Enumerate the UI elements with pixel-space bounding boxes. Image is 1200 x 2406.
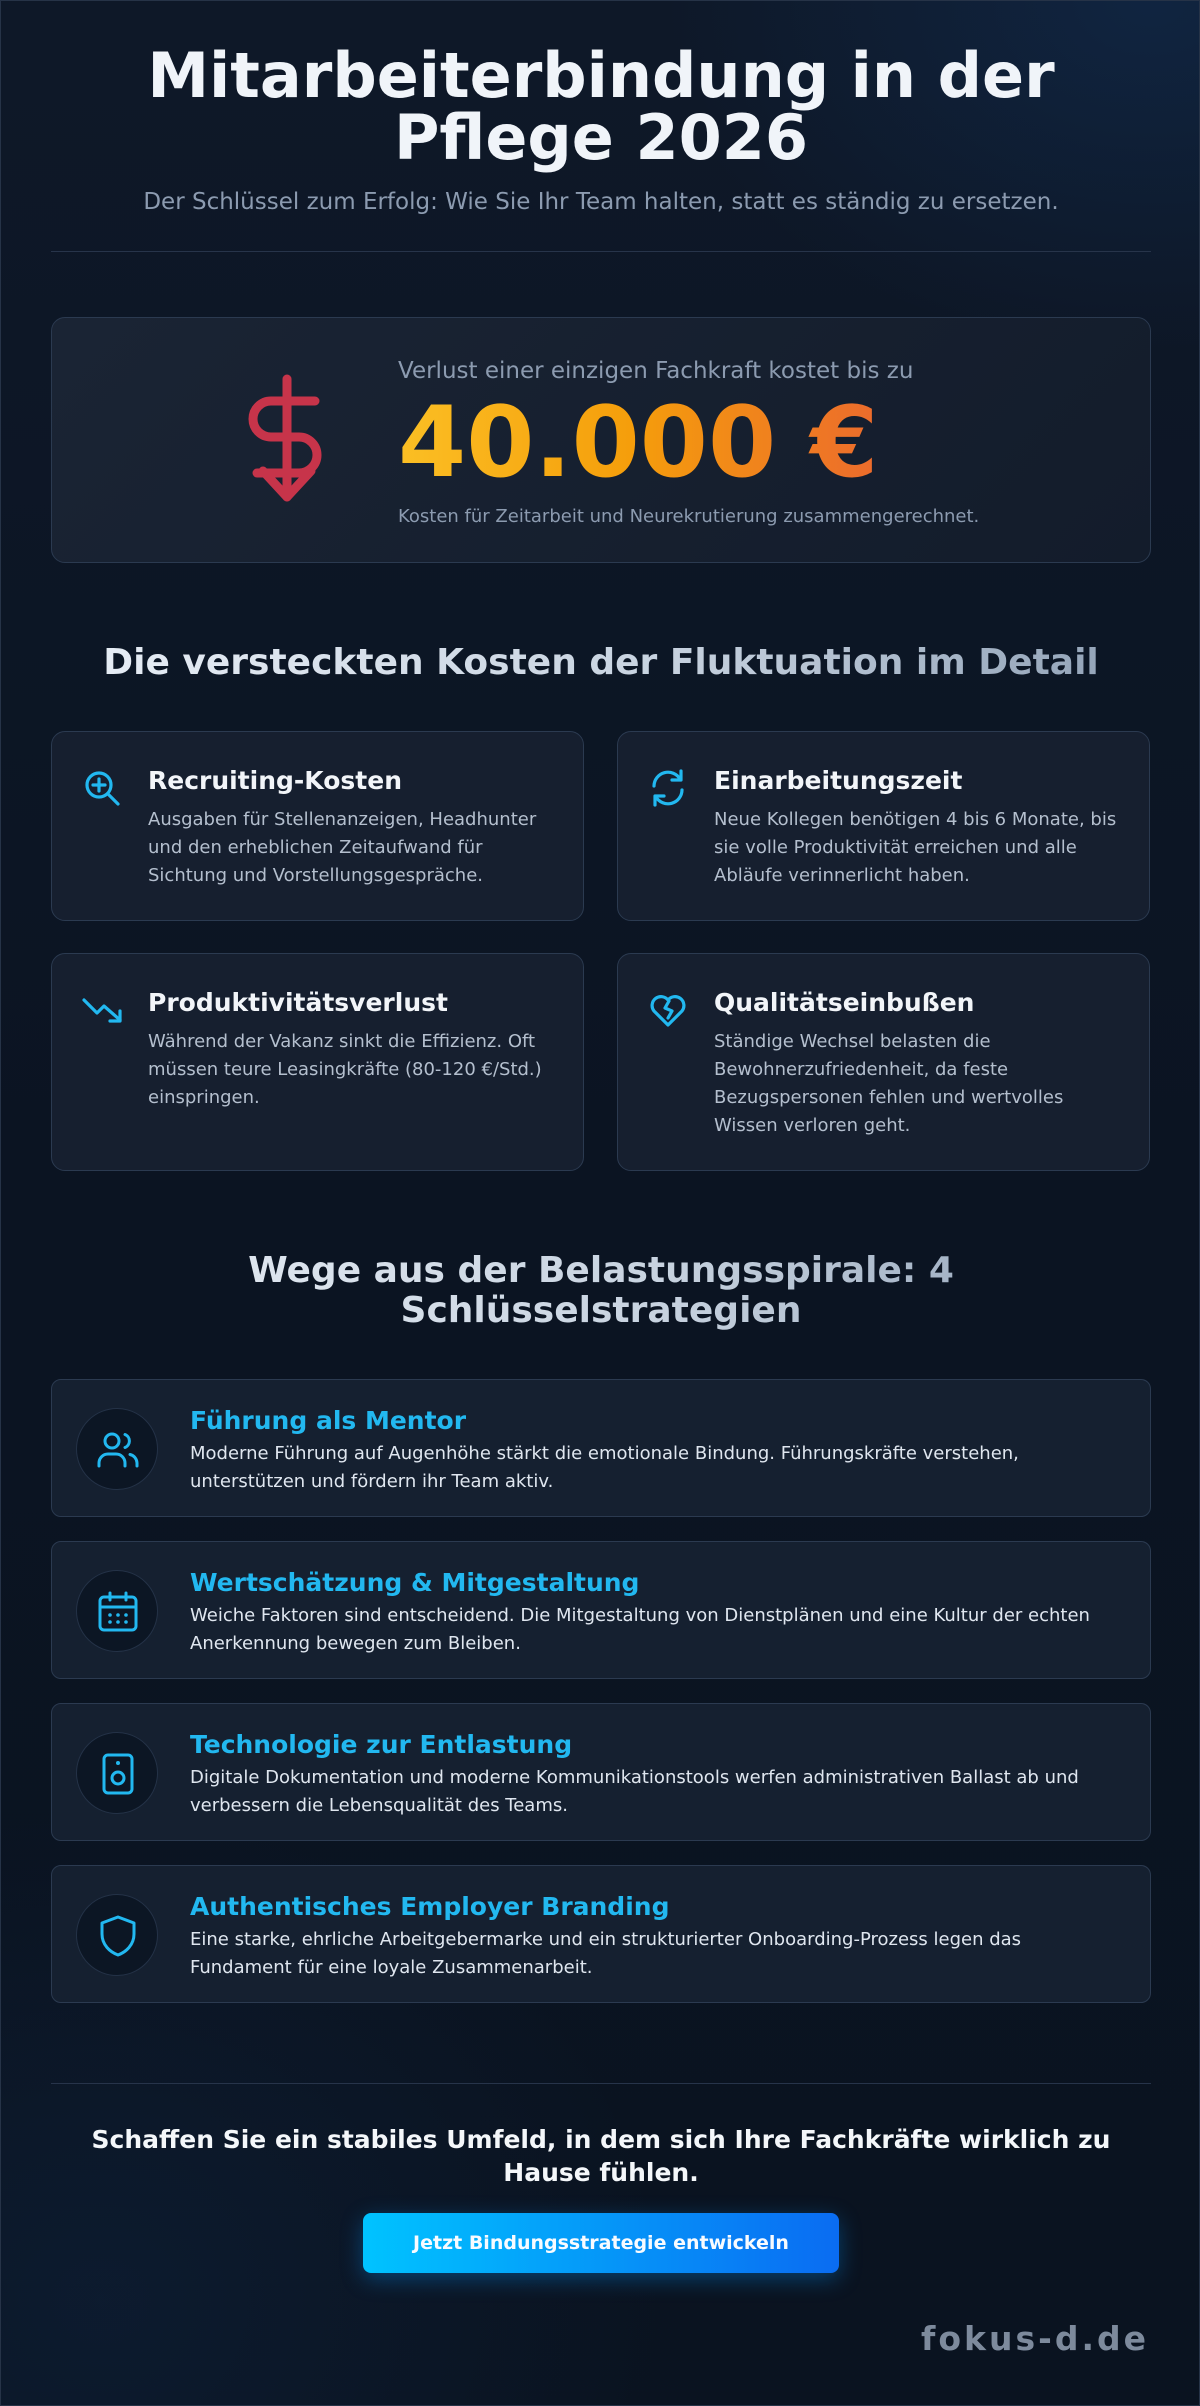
shield-icon (96, 1914, 140, 1958)
refresh-icon (648, 768, 688, 808)
heart-broken-icon (648, 990, 688, 1030)
cost-note: Kosten für Zeitarbeit und Neurekrutierung zusammengerechnet. (398, 506, 980, 527)
strategy-card-branding (51, 1865, 1151, 2003)
search-plus-icon (82, 768, 122, 808)
strategy-icon-circle (76, 1570, 158, 1652)
cost-text (398, 358, 979, 527)
strategy-card-leadership (51, 1379, 1151, 1517)
detail-card-productivity (51, 953, 584, 1171)
device-icon (96, 1752, 140, 1796)
strategy-desc: Moderne Führung auf Augenhöhe stärkt die emotionale Bindung. Führungskräfte verstehen, unterstützen und fördern ihr Team aktiv. (190, 1443, 1019, 1492)
detail-card-title: Recruiting-Kosten (148, 766, 403, 795)
strategy-desc: Weiche Faktoren sind entscheidend. Die Mitgestaltung von Dienstplänen und eine Kultur der echten Anerkennung bewegen zum Bleiben. (190, 1605, 1090, 1654)
strategy-desc: Eine starke, ehrliche Arbeitgebermarke und ein strukturierter Onboarding-Prozess legen das Fundament für eine loyale Zusammenarbeit. (190, 1929, 1022, 1978)
cost-value: 40.000 € (398, 388, 979, 498)
strategies-title (51, 1251, 1151, 1331)
calendar-icon (96, 1590, 140, 1634)
detail-card-desc: Während der Vakanz sinkt die Effizienz. Oft müssen teure Leasingkräfte (80-120 €/Std.) einspringen. (148, 1031, 542, 1108)
detail-card-title: Einarbeitungszeit (714, 766, 963, 795)
brand-logo: fokus-d.de (921, 2319, 1149, 2358)
strategy-card-technology (51, 1703, 1151, 1841)
detail-card-title: Produktivitätsverlust (148, 988, 448, 1017)
footer-divider (51, 2083, 1151, 2084)
detail-card-desc: Ständige Wechsel belasten die Bewohnerzufriedenheit, da feste Bezugspersonen fehlen und wertvolles Wissen verloren geht. (714, 1031, 1064, 1136)
strategy-title: Technologie zur Entlastung (190, 1730, 573, 1759)
strategy-title: Authentisches Employer Branding (190, 1892, 670, 1921)
detail-card-title: Qualitätseinbußen (714, 988, 975, 1017)
page-subtitle: Der Schlüssel zum Erfolg: Wie Sie Ihr Team halten, statt es ständig zu ersetzen. (143, 189, 1059, 215)
page-title-line-2: Pflege 2026 (393, 101, 809, 174)
strategy-icon-circle (76, 1894, 158, 1976)
strategies-title-line-1: Wege aus der Belastungsspirale: 4 (248, 1250, 954, 1291)
detail-card-recruiting (51, 731, 584, 921)
strategies-title-line-2: Schlüsselstrategien (400, 1290, 802, 1331)
strategy-title: Wertschätzung & Mitgestaltung (190, 1568, 640, 1597)
strategy-icon-circle (76, 1408, 158, 1490)
strategy-title: Führung als Mentor (190, 1406, 467, 1435)
strategy-card-appreciation (51, 1541, 1151, 1679)
users-icon (96, 1428, 140, 1472)
dollar-down-icon (237, 373, 337, 508)
hidden-costs-title: Die versteckten Kosten der Fluktuation im Detail (51, 643, 1151, 683)
strategy-icon-circle (76, 1732, 158, 1814)
detail-card-desc: Ausgaben für Stellenanzeigen, Headhunter und den erheblichen Zeitaufwand für Sichtung und Vorstellungsgespräche. (148, 809, 537, 886)
page-title (51, 39, 1151, 174)
strategy-desc: Digitale Dokumentation und moderne Kommunikationstools werfen administrativen Ballast ab und verbessern die Lebensqualität des Teams. (190, 1767, 1079, 1816)
cta-button[interactable]: Jetzt Bindungsstrategie entwickeln (363, 2213, 839, 2273)
cost-highlight-card (51, 317, 1151, 563)
trending-down-icon (82, 990, 122, 1030)
cta-text: Schaffen Sie ein stabiles Umfeld, in dem sich Ihre Fachkräfte wirklich zu Hause fühlen. (91, 2125, 1111, 2187)
detail-card-onboarding (617, 731, 1150, 921)
detail-card-desc: Neue Kollegen benötigen 4 bis 6 Monate, bis sie volle Produktivität erreichen und alle Abläufe verinnerlicht haben. (714, 809, 1117, 886)
detail-card-quality (617, 953, 1150, 1171)
header (51, 39, 1151, 215)
cost-lead: Verlust einer einzigen Fachkraft kostet bis zu (398, 358, 914, 384)
header-divider (51, 251, 1151, 252)
page-title-line-1: Mitarbeiterbindung in der (147, 39, 1055, 112)
